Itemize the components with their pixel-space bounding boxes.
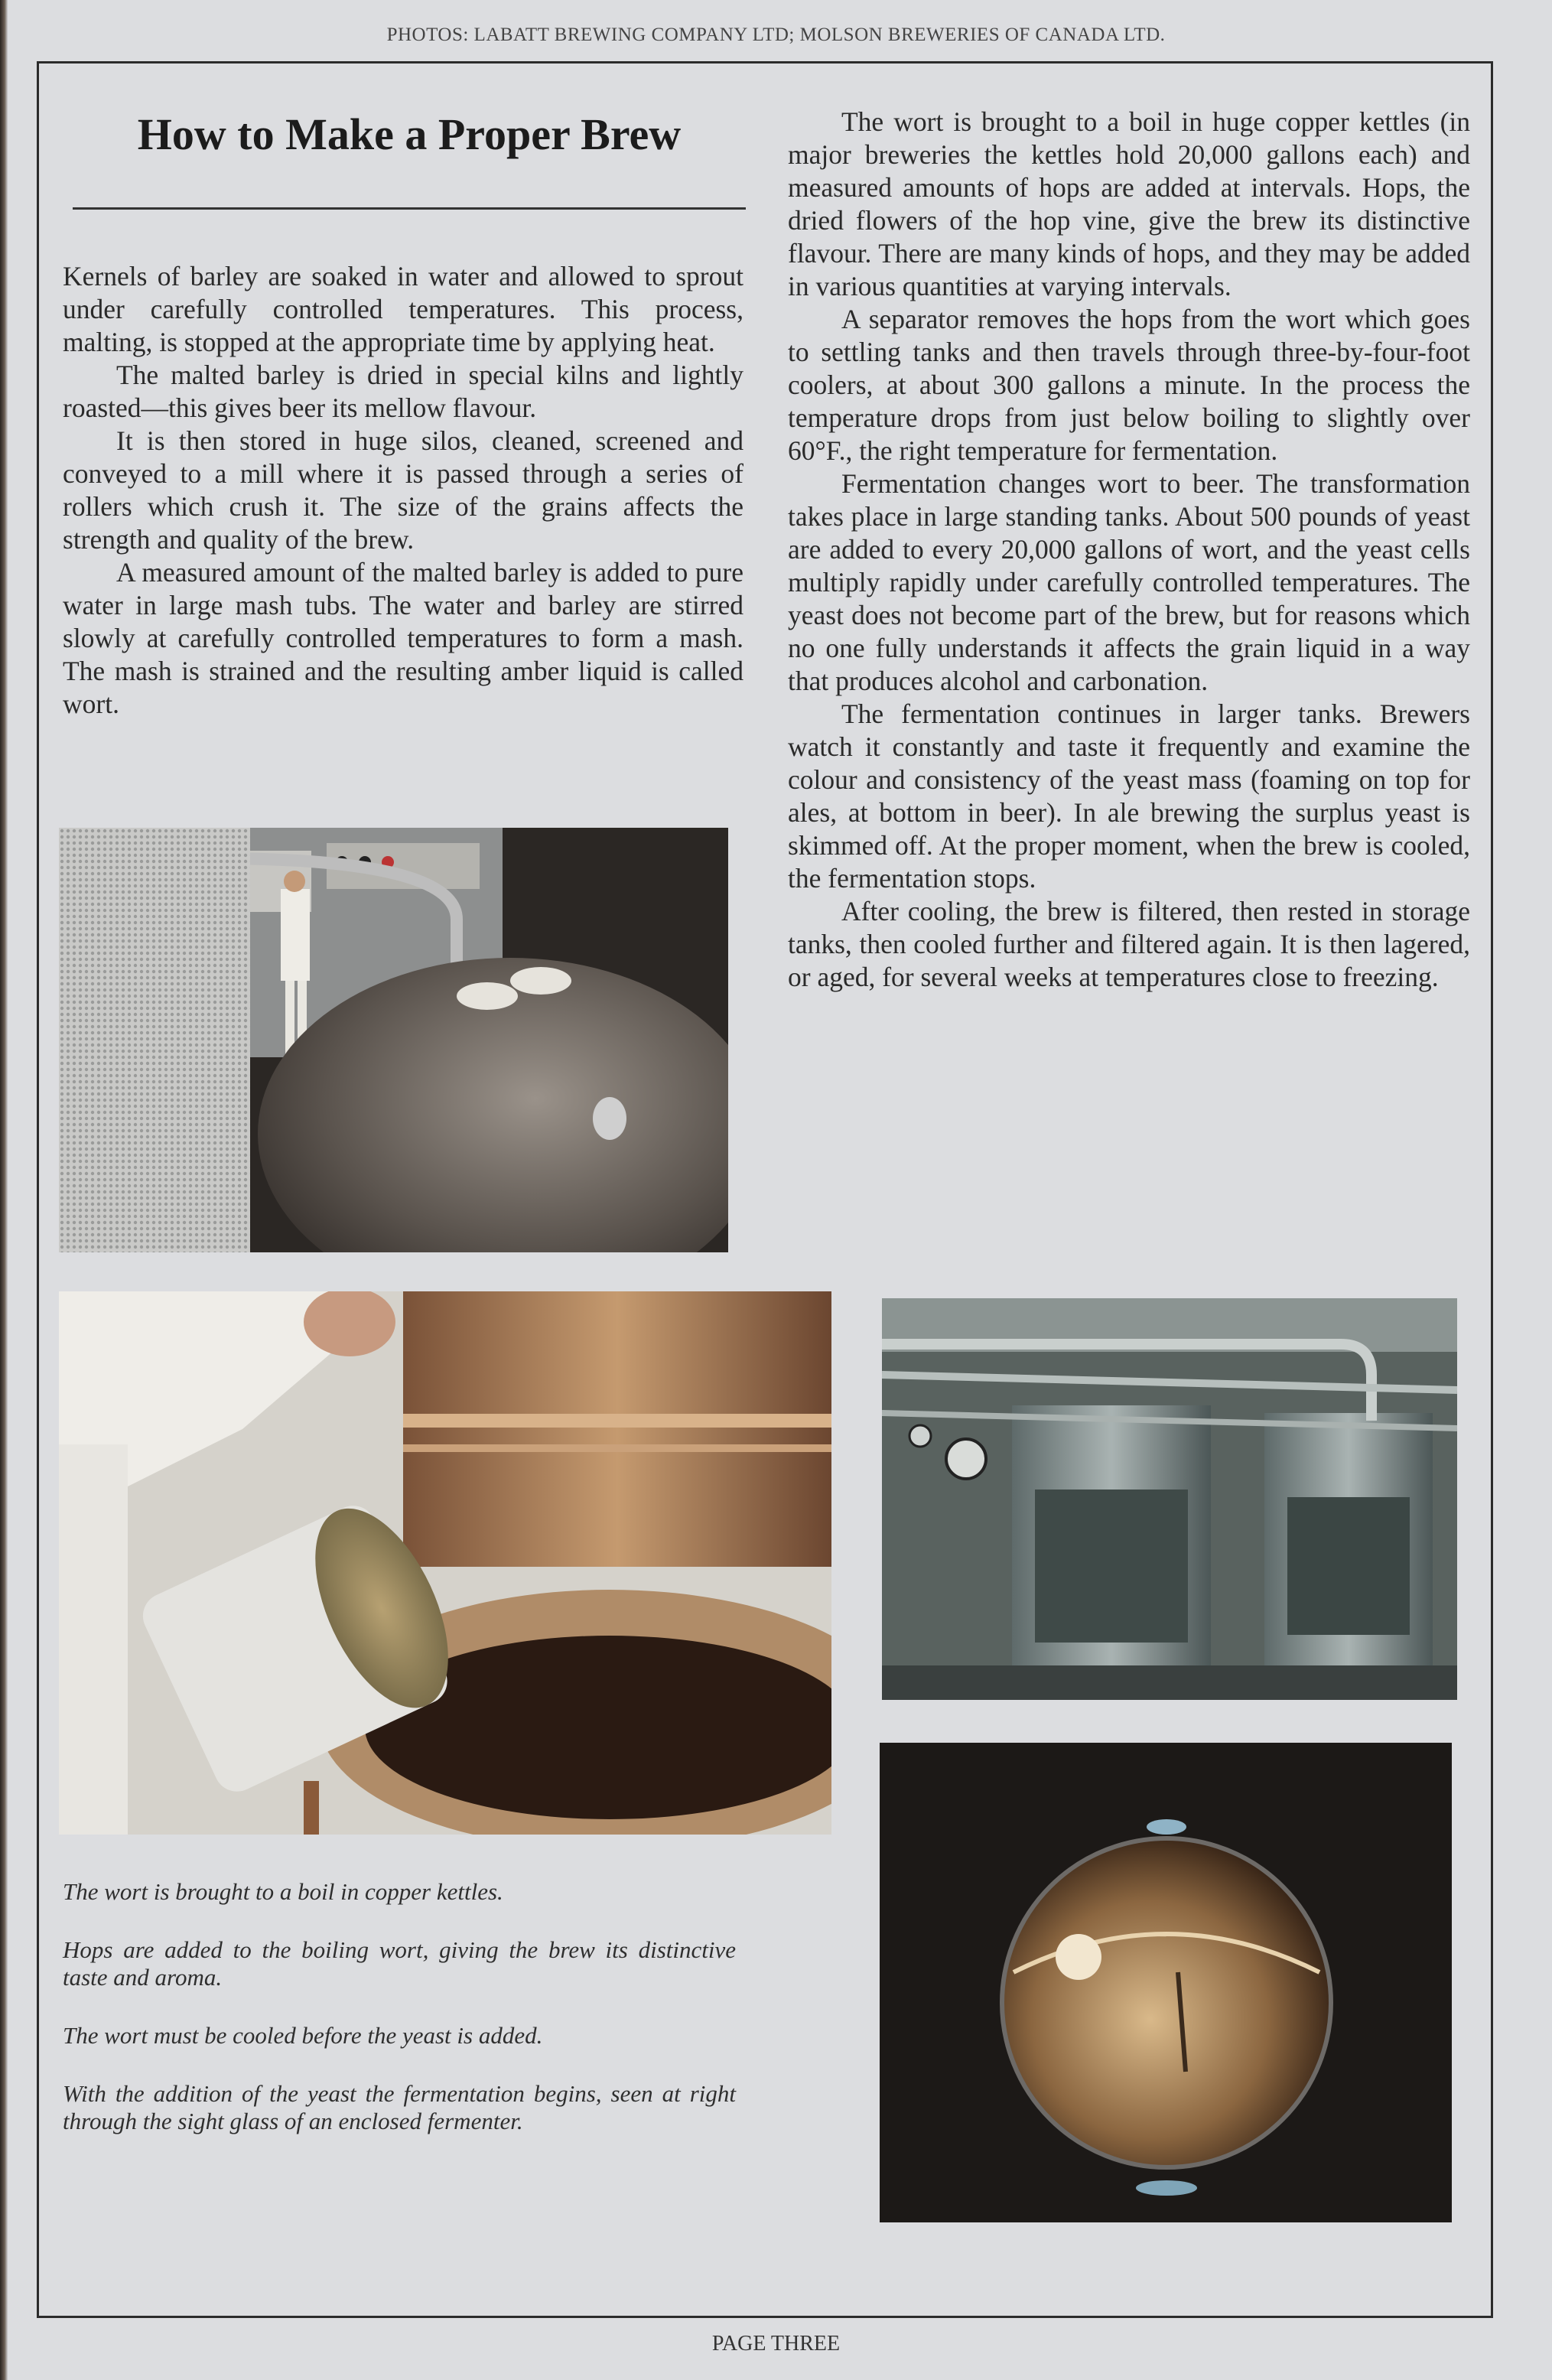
paragraph-secondary-fermentation: The fermentation continues in larger tanks. Brewers watch it constantly and taste it frequently and examine the colour and consistency of the yeast mass (foaming on top for ales, at bottom in beer). In ale brewing the surplus yeast is skimmed off. At the proper moment, when the brew is cooled, the fermentation stops. bbox=[788, 698, 1470, 894]
page-binding-edge bbox=[0, 0, 8, 2380]
article-title: How to Make a Proper Brew bbox=[137, 109, 682, 159]
caption-copper-kettles: The wort is brought to a boil in copper kettles. bbox=[63, 1878, 503, 1905]
photo-copper-kettle-room bbox=[59, 828, 728, 1252]
caption-hops: Hops are added to the boiling wort, giving the brew its distinctive taste and aroma. bbox=[63, 1936, 736, 1991]
left-text-column bbox=[63, 260, 743, 721]
paragraph-malting: Kernels of barley are soaked in water and allowed to sprout under carefully controlled temperatures. This process, malting, is stopped at the appropriate time by applying heat. bbox=[63, 261, 743, 357]
caption-fermentation: With the addition of the yeast the fermentation begins, seen at right through the sight glass of an enclosed fermenter. bbox=[63, 2080, 736, 2134]
photo-adding-hops bbox=[59, 1291, 831, 1835]
paragraph-cooling: A separator removes the hops from the wort which goes to settling tanks and then travels through three-by-four-foot coolers, at about 300 gallons a minute. In the process the temperature drops from just below boiling to slightly over 60°F., the right temperature for fermentation. bbox=[788, 304, 1470, 466]
caption-cooling: The wort must be cooled before the yeast is added. bbox=[63, 2022, 543, 2049]
page-number: PAGE THREE bbox=[711, 2332, 841, 2356]
photo-captions bbox=[63, 1878, 736, 2166]
paragraph-mashing: A measured amount of the malted barley is added to pure water in large mash tubs. The water and barley are stirred slowly at carefully controlled temperatures to form a mash. The mash is strained and the resulting amber liquid is called wort. bbox=[63, 557, 743, 719]
title-rule bbox=[73, 207, 746, 210]
right-text-column bbox=[788, 106, 1470, 994]
paragraph-fermentation: Fermentation changes wort to beer. The transformation takes place in large standing tanks. About 500 pounds of yeast are added to every 20,000 gallons of wort, and the yeast cells multiply rapidly under carefully controlled temperatures. The yeast does not become part of the brew, but for reasons which no one fully understands it affects the grain liquid in a way that produces alcohol and carbonation. bbox=[788, 468, 1470, 696]
paragraph-lagering: After cooling, the brew is filtered, then rested in storage tanks, then cooled further and filtered again. It is then lagered, or aged, for several weeks at temperatures close to freezing. bbox=[788, 896, 1470, 992]
paragraph-boiling: The wort is brought to a boil in huge copper kettles (in major breweries the kettles hold 20,000 gallons each) and measured amounts of hops are added at intervals. Hops, the dried flowers of the hop vine, give the brew its distinctive flavour. There are many kinds of hops, and they may be added in various quantities at varying intervals. bbox=[788, 106, 1470, 301]
paragraph-milling: It is then stored in huge silos, cleaned, screened and conveyed to a mill where it is passed through a series of rollers which crush it. The size of the grains affects the strength and quality of the brew. bbox=[63, 425, 743, 555]
photo-credit: PHOTOS: LABATT BREWING COMPANY LTD; MOLSON BREWERIES OF CANADA LTD. bbox=[386, 24, 1166, 45]
photo-wort-coolers bbox=[882, 1298, 1457, 1700]
photo-fermenter-sight-glass bbox=[880, 1743, 1452, 2222]
paragraph-kilning: The malted barley is dried in special kilns and lightly roasted—this gives beer its mellow flavour. bbox=[63, 360, 743, 423]
